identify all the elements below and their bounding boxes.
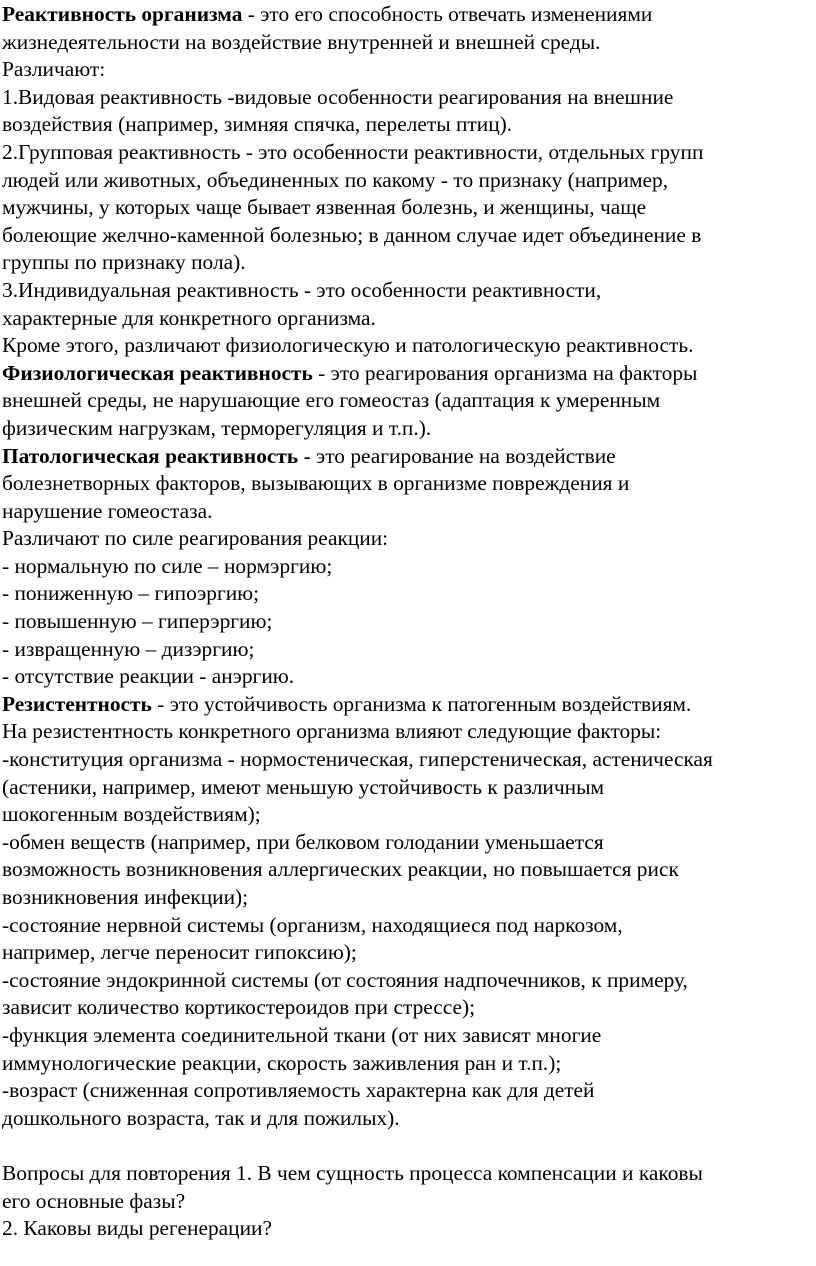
line-text: болезнетворных факторов, вызывающих в организме повреждения и — [2, 471, 630, 496]
line-text: - это его способность отвечать изменениями — [242, 2, 653, 26]
line-text: воздействия (например, зимняя спячка, перелеты птиц). — [2, 112, 513, 137]
line-text: - извращенную – дизэргию; — [2, 636, 255, 661]
text-line — [2, 305, 814, 333]
question-line: его основные фазы? — [2, 1188, 186, 1213]
line-text: -конституция организма - нормостеническая, гиперстеническая, астеническая — [2, 747, 713, 772]
text-line — [2, 884, 814, 912]
text-line — [2, 222, 814, 250]
line-text: зависит количество кортикостероидов при стрессе); — [2, 995, 476, 1020]
term-heading: Физиологическая реактивность — [2, 360, 313, 385]
text-line — [2, 1105, 814, 1133]
line-text: группы по признаку пола). — [2, 250, 246, 275]
line-text: внешней среды, не нарушающие его гомеостаз (адаптация к умеренным — [2, 388, 661, 413]
blank-line — [2, 1132, 814, 1160]
text-line — [2, 580, 814, 608]
line-text: характерные для конкретного организма. — [2, 305, 376, 330]
text-line — [2, 84, 814, 112]
text-line — [2, 1050, 814, 1078]
line-text: (астеники, например, имеют меньшую устойчивость к различным — [2, 774, 604, 799]
text-line — [2, 718, 814, 746]
line-text: - нормальную по силе – нормэргию; — [2, 553, 333, 578]
text-line — [2, 56, 814, 84]
text-line — [2, 553, 814, 581]
line-text: - отсутствие реакции - анэргию. — [2, 664, 295, 689]
text-line — [2, 167, 814, 195]
review-questions — [2, 1160, 814, 1243]
line-text: дошкольного возраста, так и для пожилых). — [2, 1105, 400, 1130]
text-line — [2, 829, 814, 857]
text-line — [2, 525, 814, 553]
text-line — [2, 29, 814, 57]
text-line — [2, 1077, 814, 1105]
question-line: 2. Каковы виды регенерации? — [2, 1216, 272, 1241]
line-text: -состояние нервной системы (организм, находящиеся под наркозом, — [2, 912, 623, 937]
line-text: шокогенным воздействиям); — [2, 802, 261, 827]
text-line — [2, 801, 814, 829]
line-text: - повышенную – гиперэргию; — [2, 609, 273, 634]
text-line — [2, 277, 814, 305]
term-heading: Реактивность организма — [2, 2, 243, 26]
line-text: - пониженную – гипоэргию; — [2, 581, 260, 606]
line-text: -функция элемента соединительной ткани (от них зависят многие — [2, 1022, 602, 1047]
line-text: 2.Групповая реактивность - это особенности реактивности, отдельных групп — [2, 139, 704, 164]
text-line — [2, 470, 814, 498]
question-line: Вопросы для повторения 1. В чем сущность процесса компенсации и каковы — [2, 1160, 703, 1185]
line-text: -состояние эндокринной системы (от состояния надпочечников, к примеру, — [2, 967, 688, 992]
line-text: нарушение гомеостаза. — [2, 498, 213, 523]
text-line — [2, 249, 814, 277]
line-text: болеющие желчно-каменной болезнью; в данном случае идет объединение в — [2, 222, 702, 247]
text-line — [2, 774, 814, 802]
line-text: возможность возникновения аллергических реакции, но повышается риск — [2, 857, 679, 882]
line-text: 1.Видовая реактивность -видовые особенности реагирования на внешние — [2, 84, 674, 109]
line-text: Кроме этого, различают физиологическую и патологическую реактивность. — [2, 333, 694, 358]
line-text: людей или животных, объединенных по какому - то признаку (например, — [2, 167, 669, 192]
line-text: иммунологические реакции, скорость заживления ран и т.п.); — [2, 1050, 562, 1075]
text-line — [2, 856, 814, 884]
text-line — [2, 194, 814, 222]
line-text: -возраст (сниженная сопротивляемость характерна как для детей — [2, 1078, 595, 1103]
document-page — [2, 1, 814, 1243]
text-line — [2, 939, 814, 967]
document-body — [2, 1, 814, 1132]
line-text: Различают: — [2, 57, 106, 82]
text-line — [2, 332, 814, 360]
text-line — [2, 443, 814, 471]
text-line — [2, 663, 814, 691]
text-line — [2, 691, 814, 719]
line-text: Различают по силе реагирования реакции: — [2, 526, 389, 551]
line-text: например, легче переносит гипоксию); — [2, 940, 357, 965]
line-text: - это устойчивость организма к патогенным воздействиям. — [151, 691, 692, 716]
text-line — [2, 111, 814, 139]
text-line — [2, 387, 814, 415]
text-line — [2, 498, 814, 526]
line-text: мужчины, у которых чаще бывает язвенная болезнь, и женщины, чаще — [2, 195, 647, 220]
line-text: жизнедеятельности на воздействие внутренней и внешней среды. — [2, 29, 601, 54]
line-text: возникновения инфекции); — [2, 885, 249, 909]
text-line — [2, 360, 814, 388]
text-line — [2, 415, 814, 443]
term-heading: Патологическая реактивность — [2, 443, 299, 468]
text-line — [2, 746, 814, 774]
line-text: На резистентность конкретного организма влияют следующие факторы: — [2, 719, 662, 744]
line-text: - это реагирование на воздействие — [298, 443, 616, 468]
line-text: 3.Индивидуальная реактивность - это особенности реактивности, — [2, 277, 602, 302]
text-line — [2, 1, 814, 29]
text-line — [2, 636, 814, 664]
text-line — [2, 608, 814, 636]
text-line — [2, 994, 814, 1022]
text-line — [2, 967, 814, 995]
text-line — [2, 912, 814, 940]
line-text: -обмен веществ (например, при белковом голодании уменьшается — [2, 829, 604, 854]
text-line — [2, 1022, 814, 1050]
line-text: - это реагирования организма на факторы — [312, 360, 698, 385]
text-line — [2, 139, 814, 167]
term-heading: Резистентность — [2, 691, 152, 716]
line-text: физическим нагрузкам, терморегуляция и т.п.). — [2, 415, 432, 440]
